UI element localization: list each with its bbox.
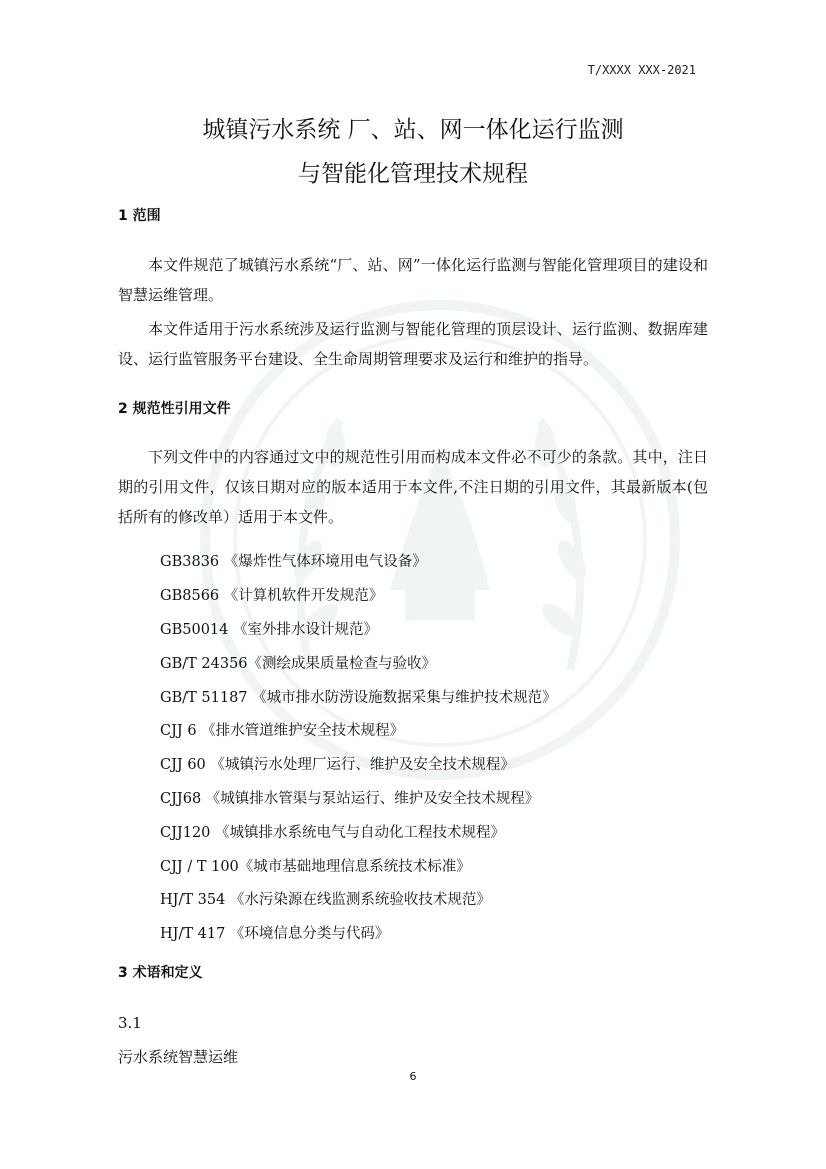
reference-item: CJJ / T 100《城市基础地理信息系统技术标准》 — [160, 859, 471, 875]
reference-item: GB50014 《室外排水设计规范》 — [160, 622, 378, 638]
reference-item: GB3836 《爆炸性气体环境用电气设备》 — [160, 554, 427, 570]
section-heading-normative-references: 2 规范性引用文件 — [118, 401, 231, 417]
term-number: 3.1 — [118, 1014, 142, 1032]
document-title-line-1: 城镇污水系统 厂、站、网一体化运行监测 — [202, 117, 624, 143]
reference-item: CJJ68 《城镇排水管渠与泵站运行、维护及安全技术规程》 — [160, 791, 540, 807]
reference-item: GB/T 24356《测绘成果质量检查与验收》 — [160, 656, 437, 672]
page-number: 6 — [409, 1070, 417, 1083]
document-title-line-2: 与智能化管理技术规程 — [298, 161, 528, 187]
scope-paragraph-2: 本文件适用于污水系统涉及运行监测与智能化管理的顶层设计、运行监测、数据库建设、运行监管服务平台建设、全生命周期管理要求及运行和维护的指导。 — [118, 320, 708, 368]
reference-item: GB/T 51187 《城市排水防涝设施数据采集与维护技术规范》 — [160, 690, 557, 706]
term-title: 污水系统智慧运维 — [118, 1048, 239, 1066]
reference-item: CJJ 60 《城镇污水处理厂运行、维护及安全技术规程》 — [160, 757, 515, 773]
scope-paragraph-1: 本文件规范了城镇污水系统“厂、站、网”一体化运行监测与智能化管理项目的建设和智慧运维管理。 — [118, 256, 708, 304]
document-code: T/XXXX XXX-2021 — [587, 63, 696, 77]
section-heading-terms: 3 术语和定义 — [118, 965, 203, 981]
reference-item: GB8566 《计算机软件开发规范》 — [160, 588, 384, 604]
reference-item: HJ/T 417 《环境信息分类与代码》 — [160, 926, 390, 942]
reference-item: CJJ120 《城镇排水系统电气与自动化工程技术规程》 — [160, 825, 506, 841]
reference-item: HJ/T 354 《水污染源在线监测系统验收技术规范》 — [160, 892, 491, 908]
reference-item: CJJ 6 《排水管道维护安全技术规程》 — [160, 723, 405, 739]
normative-intro-paragraph: 下列文件中的内容通过文中的规范性引用而构成本文件必不可少的条款。其中，注日期的引用文件，仅该日期对应的版本适用于本文件,不注日期的引用文件，其最新版本(包括所有的修改单）适用于本文件。 — [118, 448, 708, 526]
section-heading-scope: 1 范围 — [118, 208, 161, 224]
